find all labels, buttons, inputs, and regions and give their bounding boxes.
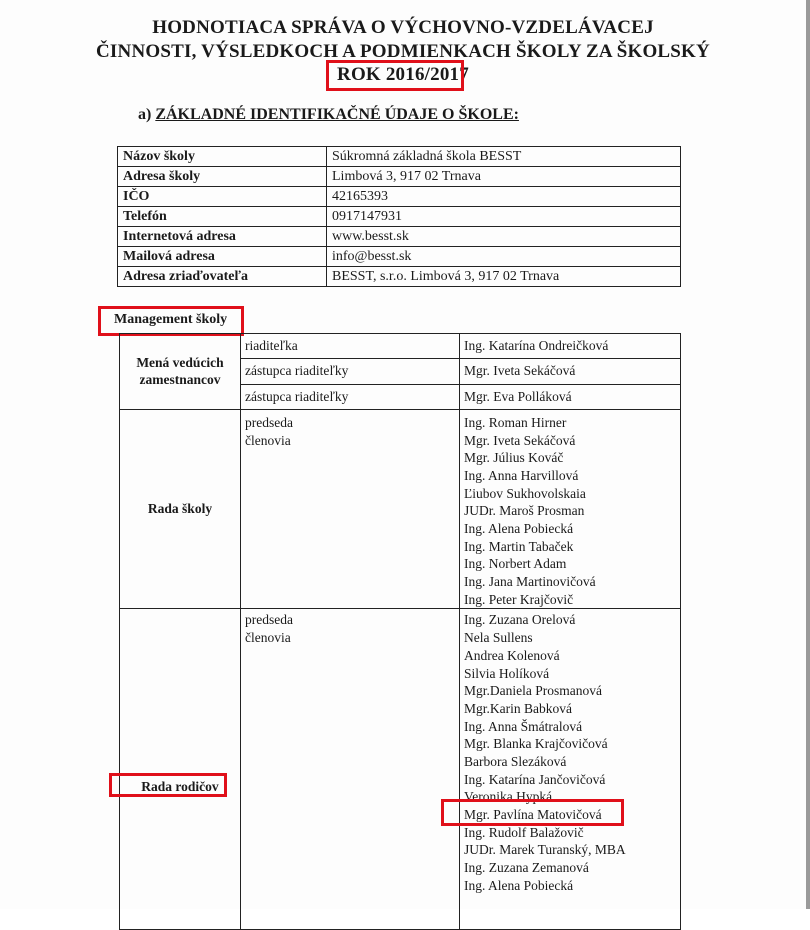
list-item: predseda xyxy=(245,414,293,430)
table-row xyxy=(118,267,681,287)
id-value: 42165393 xyxy=(327,187,681,207)
table-row xyxy=(120,334,681,359)
id-value: 0917147931 xyxy=(327,207,681,227)
report-title-line-1: HODNOTIACA SPRÁVA O VÝCHOVNO-VZDELÁVACEJ xyxy=(152,17,654,38)
section-a-title: ZÁKLADNÉ IDENTIFIKAČNÉ ÚDAJE O ŠKOLE: xyxy=(155,106,519,123)
section-a-prefix: a) xyxy=(138,106,152,123)
identification-table xyxy=(117,146,681,287)
list-item: Mgr. Pavlína Matovičová xyxy=(464,807,602,823)
leader-name: Mgr. Eva Polláková xyxy=(460,384,681,409)
highlight-management xyxy=(98,306,244,336)
parents-board-label: Rada rodičov xyxy=(120,609,241,930)
id-key: Názov školy xyxy=(118,147,327,167)
list-item: členovia xyxy=(245,630,291,646)
id-value: info@besst.sk xyxy=(327,247,681,267)
id-key: Telefón xyxy=(118,207,327,227)
list-item: Ing. Jana Martinovičová xyxy=(464,574,596,590)
list-item: Ing. Alena Pobiecká xyxy=(464,521,574,537)
list-item: JUDr. Marek Turanský, MBA xyxy=(464,842,626,858)
leader-role: zástupca riaditeľky xyxy=(241,384,460,409)
school-board-label: Rada školy xyxy=(120,409,241,609)
table-row xyxy=(118,167,681,187)
list-item: Andrea Kolenová xyxy=(464,647,560,663)
id-value: Limbová 3, 917 02 Trnava xyxy=(327,167,681,187)
list-item: Ing. Norbert Adam xyxy=(464,556,567,572)
list-item: Ing. Anna Šmátralová xyxy=(464,718,583,734)
list-item: Ing. Roman Hirner xyxy=(464,414,567,430)
id-key: Adresa školy xyxy=(118,167,327,187)
report-title-line-2: ČINNOSTI, VÝSLEDKOCH A PODMIENKACH ŠKOLY ZA ŠKOLSKÝ xyxy=(96,41,710,62)
list-item: Mgr.Karin Babková xyxy=(464,700,572,716)
list-item: Mgr. Blanka Krajčovičová xyxy=(464,736,608,752)
list-item: predseda xyxy=(245,612,293,628)
highlight-member-name xyxy=(441,799,624,826)
leader-name: Mgr. Iveta Sekáčová xyxy=(460,359,681,384)
id-value: Súkromná základná škola BESST xyxy=(327,147,681,167)
id-key: IČO xyxy=(118,187,327,207)
table-row xyxy=(118,247,681,267)
list-item: Ing. Katarína Jančovičová xyxy=(464,771,606,787)
list-item: Ing. Zuzana Zemanová xyxy=(464,860,589,876)
management-table xyxy=(119,333,681,930)
highlight-parents-board xyxy=(109,773,227,797)
id-key: Mailová adresa xyxy=(118,247,327,267)
list-item: Ing. Alena Pobiecká xyxy=(464,877,574,893)
id-key: Internetová adresa xyxy=(118,227,327,247)
highlight-school-year xyxy=(326,60,464,91)
list-item: Ing. Martin Tabaček xyxy=(464,538,574,554)
list-item: Mgr. Iveta Sekáčová xyxy=(464,432,576,448)
list-item: Ing. Zuzana Orelová xyxy=(464,612,576,628)
list-item: Barbora Slezáková xyxy=(464,753,567,769)
management-heading: Management školy xyxy=(114,312,228,327)
list-item: Mgr. Július Kováč xyxy=(464,450,564,466)
leader-name: Ing. Katarína Ondreičková xyxy=(460,334,681,359)
report-title-line-3: ROK 2016/2017 xyxy=(337,64,469,85)
section-a-heading xyxy=(138,106,519,124)
list-item: Silvia Holíková xyxy=(464,665,550,681)
list-item: Nela Sullens xyxy=(464,630,533,646)
table-row xyxy=(120,609,681,930)
leaders-label: Mená vedúcich zamestnancov xyxy=(120,334,241,410)
list-item: Mgr.Daniela Prosmanová xyxy=(464,683,602,699)
list-item: Ľiubov Sukhovolskaia xyxy=(464,485,586,501)
table-row xyxy=(118,207,681,227)
list-item: Ing. Anna Harvillová xyxy=(464,467,579,483)
list-item: Veronika Hypká xyxy=(464,789,553,805)
id-key: Adresa zriaďovateľa xyxy=(118,267,327,287)
leader-role: zástupca riaditeľky xyxy=(241,359,460,384)
list-item: Ing. Rudolf Balažovič xyxy=(464,824,584,840)
leader-role: riaditeľka xyxy=(241,334,460,359)
list-item: Ing. Peter Krajčovič xyxy=(464,591,574,607)
table-row xyxy=(118,227,681,247)
id-value: BESST, s.r.o. Limbová 3, 917 02 Trnava xyxy=(327,267,681,287)
list-item: členovia xyxy=(245,432,291,448)
table-row xyxy=(118,187,681,207)
id-value: www.besst.sk xyxy=(327,227,681,247)
list-item: JUDr. Maroš Prosman xyxy=(464,503,585,519)
table-row xyxy=(118,147,681,167)
table-row xyxy=(120,409,681,609)
